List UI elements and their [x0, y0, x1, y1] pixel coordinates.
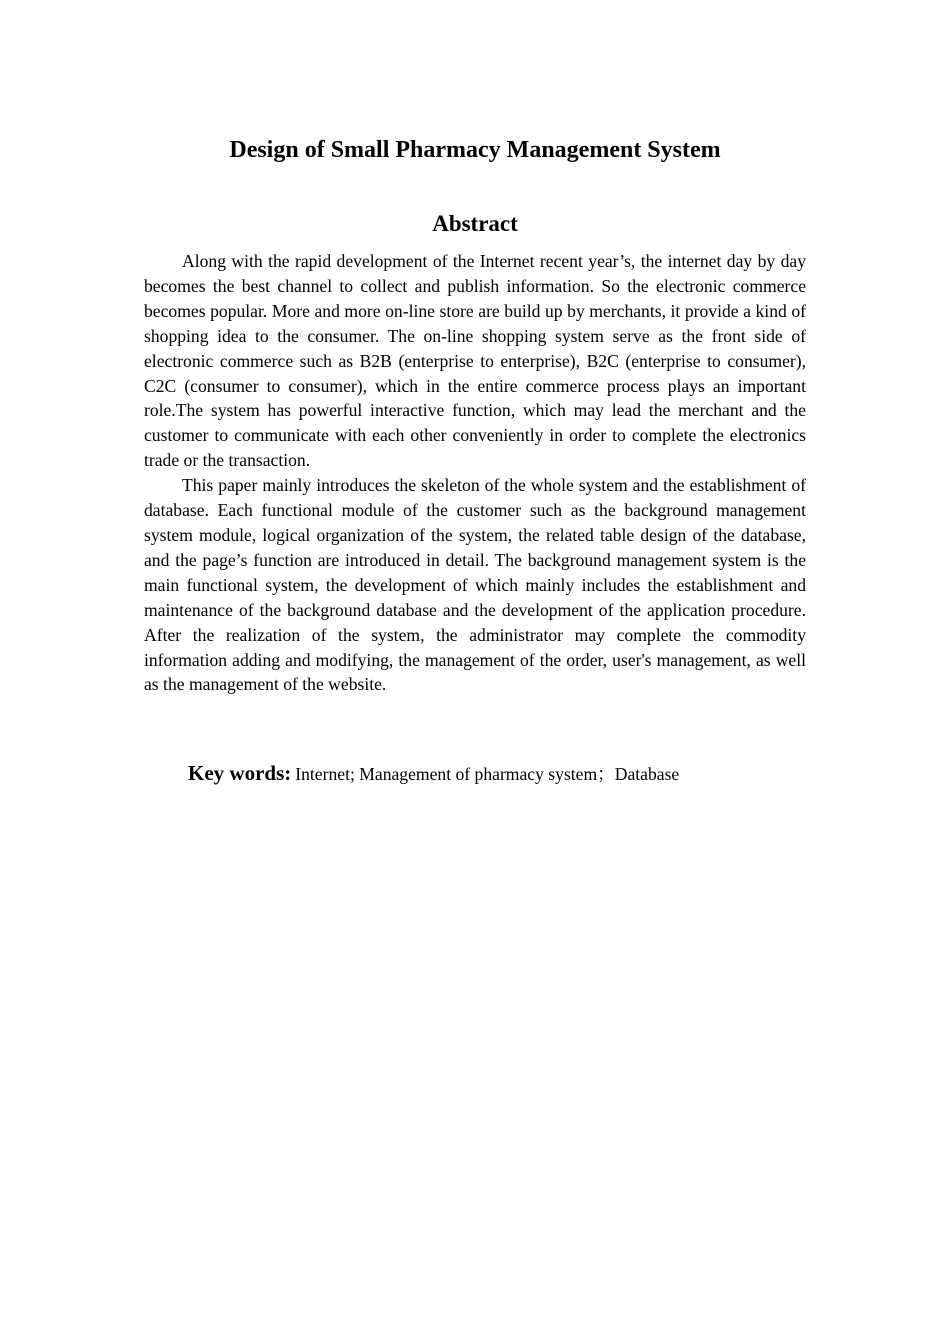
abstract-body	[144, 249, 806, 697]
abstract-paragraph: Along with the rapid development of the Internet recent year’s, the internet day by day becomes the best channel to collect and publish information. So the electronic commerce becomes popular. More and more on-line store are build up by merchants, it provide a kind of shopping idea to the consumer. The on-line shopping system serve as the front side of electronic commerce such as B2B (enterprise to enterprise), B2C (enterprise to consumer), C2C (consumer to consumer), which in the entire commerce process plays an important role.The system has powerful interactive function, which may lead the merchant and the customer to communicate with each other conveniently in order to complete the electronics trade or the transaction.	[144, 251, 806, 471]
document-title: Design of Small Pharmacy Management System	[229, 137, 721, 163]
keywords-line	[188, 759, 828, 790]
keywords-values: Internet; Management of pharmacy system；Database	[295, 764, 680, 784]
keywords-label: Key words:	[188, 761, 292, 785]
abstract-paragraph: This paper mainly introduces the skeleton of the whole system and the establishment of database. Each functional module of the customer such as the background management system module, logical organization of the system, the related table design of the database, and the page’s function are introduced in detail. The background management system is the main functional system, the development of which mainly includes the establishment and maintenance of the background database and the development of the application procedure. After the realization of the system, the administrator may complete the commodity information adding and modifying, the management of the order, user's management, as well as the management of the website.	[144, 475, 806, 695]
abstract-heading: Abstract	[432, 211, 518, 236]
